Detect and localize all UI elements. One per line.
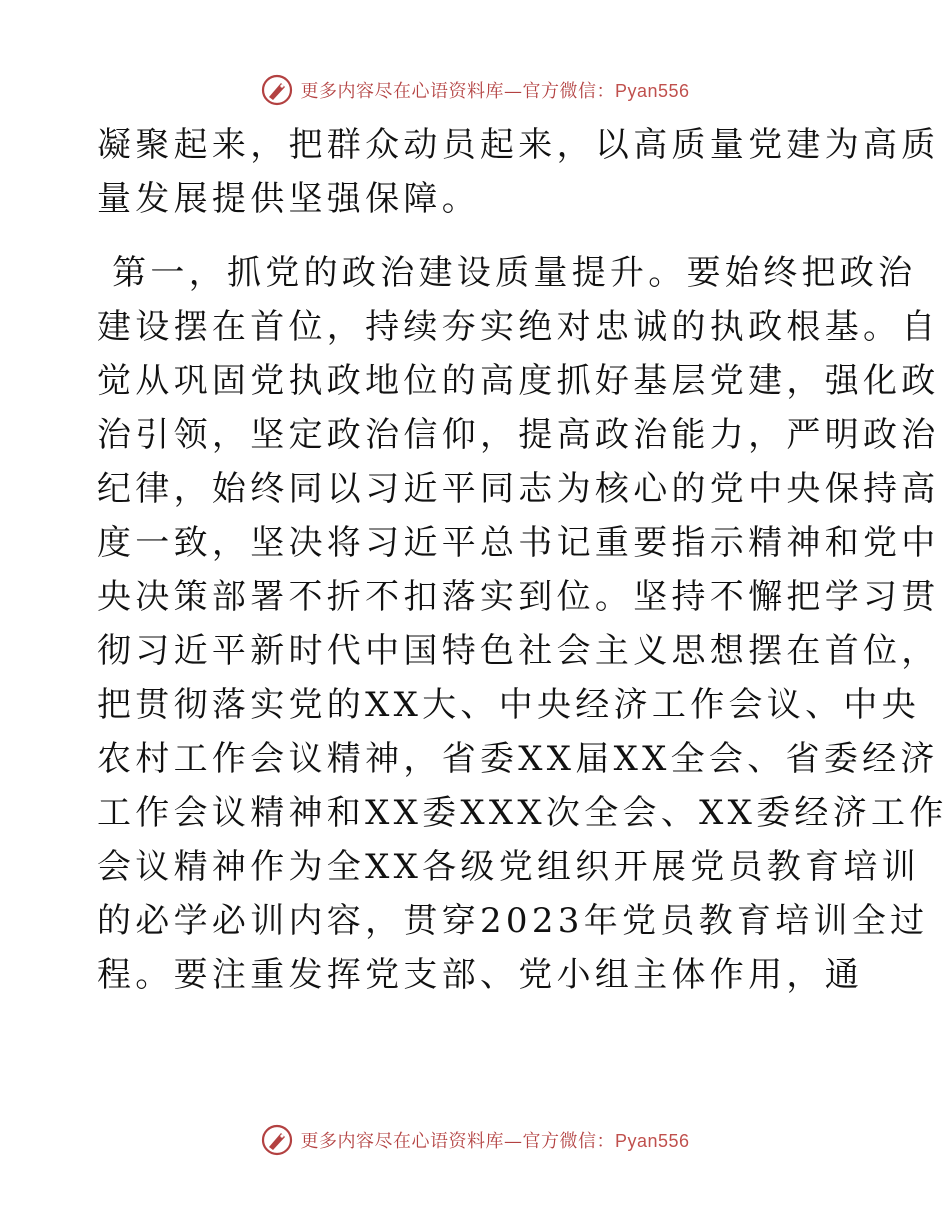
text-line: 量发展提供坚强保障。: [97, 179, 480, 219]
text-line: 的必学必训内容，贯穿2023年党员教育培训全过: [97, 901, 929, 941]
text-line: 农村工作会议精神，省委XX届XX全会、省委经济: [97, 739, 939, 779]
text-line: 会议精神作为全XX各级党组织开展党员教育培训: [97, 847, 921, 887]
banner-contact-label: 官方微信：: [522, 81, 615, 102]
text-line: 建设摆在首位，持续夯实绝对忠诚的执政根基。自: [97, 307, 940, 347]
paragraph-spacer: [97, 226, 849, 246]
text-line: 治引领，坚定政治信仰，提高政治能力，严明政治: [97, 415, 940, 455]
banner-wechat-id: Pyan556: [614, 81, 690, 101]
header-banner: [0, 70, 950, 110]
banner-main-text: 更多内容尽在心语资料库: [300, 81, 504, 102]
paragraph: [97, 246, 948, 1002]
paragraph: [97, 118, 940, 226]
banner-main-text: 更多内容尽在心语资料库: [300, 1131, 504, 1152]
text-line: 觉从巩固党执政地位的高度抓好基层党建，强化政: [97, 361, 940, 401]
banner-separator: —: [503, 1131, 523, 1152]
text-line: 把贯彻落实党的XX大、中央经济工作会议、中央: [97, 685, 921, 725]
text-line: 彻习近平新时代中国特色社会主义思想摆在首位，: [97, 631, 940, 671]
text-line: 凝聚起来，把群众动员起来，以高质量党建为高质: [97, 125, 940, 165]
text-line: 纪律，始终同以习近平同志为核心的党中央保持高: [97, 469, 940, 509]
text-line: 第一，抓党的政治建设质量提升。要始终把政治: [97, 253, 917, 293]
document-body: [97, 118, 948, 1002]
banner-separator: —: [503, 81, 523, 102]
pen-nib-logo-icon: [260, 1123, 294, 1157]
text-line: 程。要注重发挥党支部、党小组主体作用，通: [97, 955, 863, 995]
banner-wechat-id: Pyan556: [614, 1131, 690, 1151]
text-line: 工作会议精神和XX委XXX次全会、XX委经济工作: [97, 793, 948, 833]
text-line: 度一致，坚决将习近平总书记重要指示精神和党中: [97, 523, 940, 563]
pen-nib-logo-icon: [260, 73, 294, 107]
banner-contact-label: 官方微信：: [522, 1131, 615, 1152]
text-line: 央决策部署不折不扣落实到位。坚持不懈把学习贯: [97, 577, 940, 617]
footer-banner-text: [300, 1127, 689, 1153]
header-banner-text: [300, 77, 689, 103]
footer-banner: [0, 1120, 950, 1160]
